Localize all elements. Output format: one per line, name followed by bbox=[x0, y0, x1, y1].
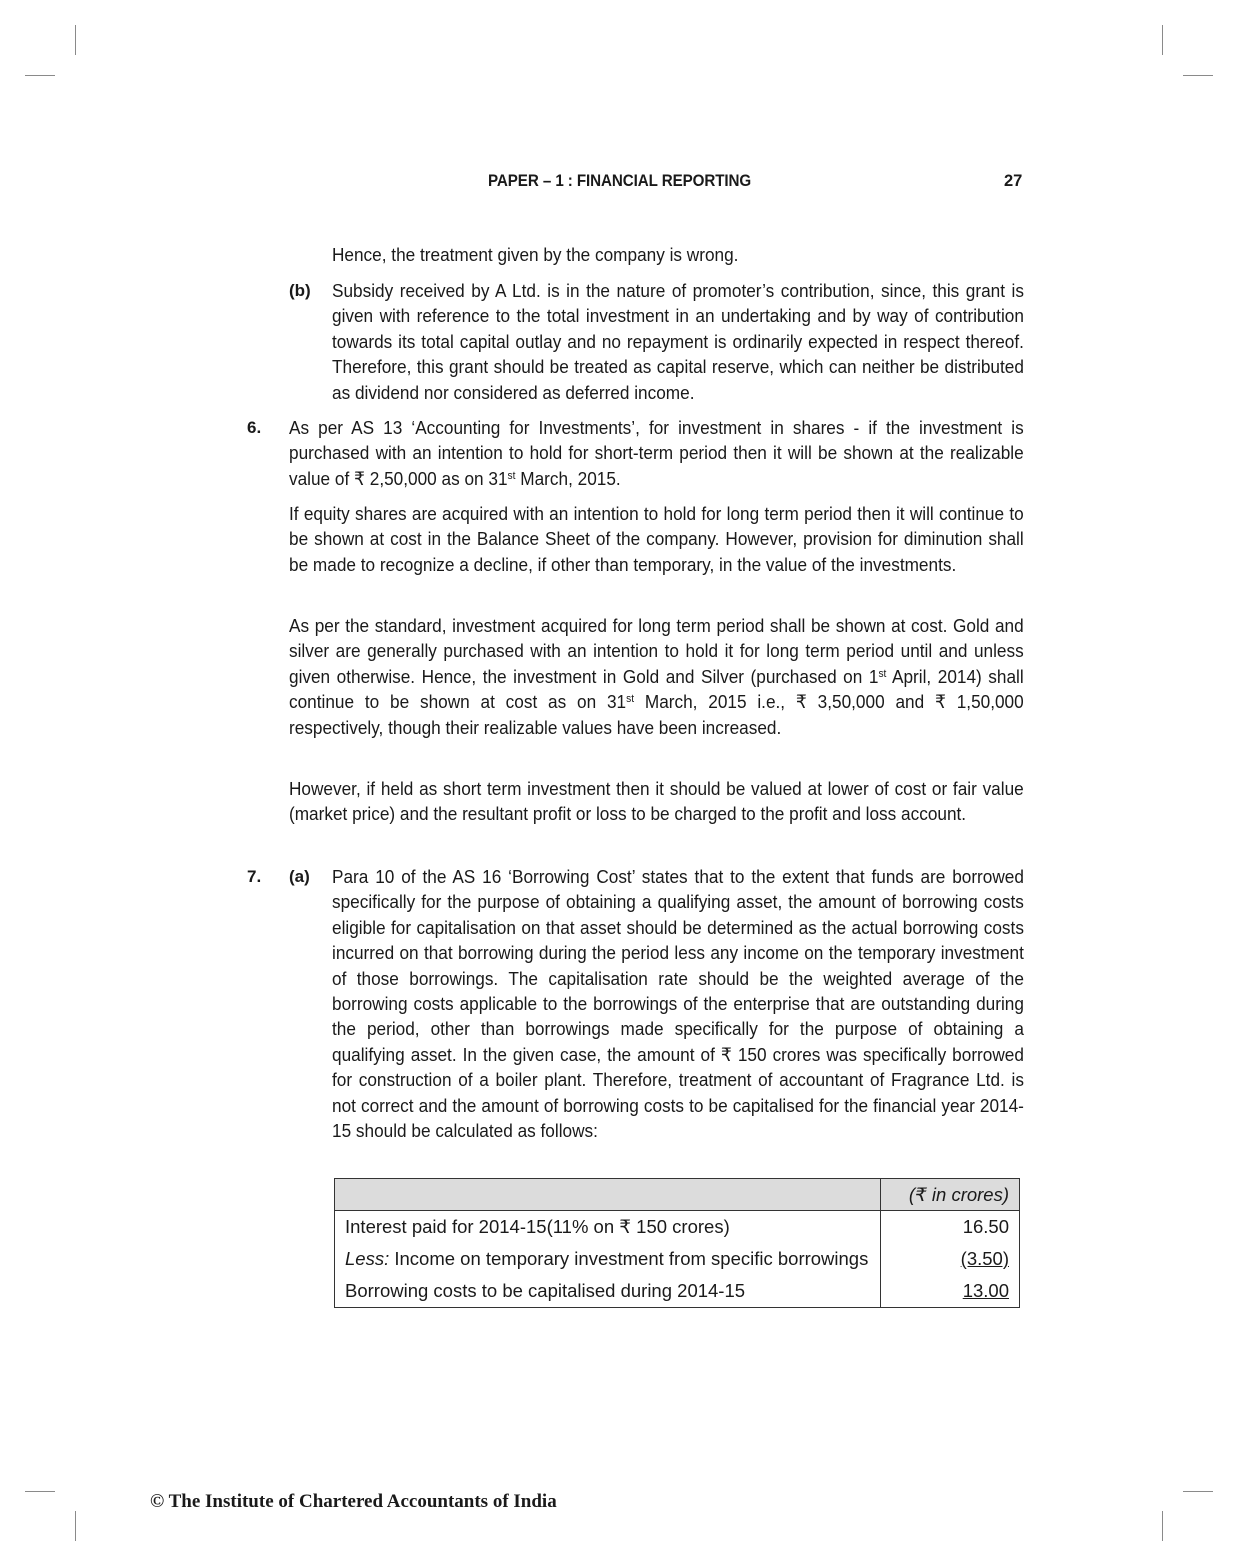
row-label: Interest paid for 2014-15(11% on ₹ 150 crores) bbox=[335, 1211, 881, 1244]
table-row bbox=[335, 1243, 1020, 1275]
page-header-title: PAPER – 1 : FINANCIAL REPORTING bbox=[488, 172, 752, 190]
crop-mark bbox=[1162, 1511, 1163, 1541]
paragraph-6-3: As per the standard, investment acquired for long term period shall be shown at cost. Gold and silver are generally purchased with an intention to hold it for long term period until and unless given otherwise. Hence, the investment in Gold and Silver (purchased on 1st April, 2014) shall continue to be shown at cost as on 31st March, 2015 i.e., ₹ 3,50,000 and ₹ 1,50,000 respectively, though their realizable values have been increased. bbox=[289, 615, 1024, 738]
row-value: (3.50) bbox=[881, 1243, 1020, 1275]
question-number-6: 6. bbox=[247, 418, 262, 437]
paragraph-6-4: However, if held as short term investment then it should be valued at lower of cost or fair value (market price) and the resultant profit or loss to be charged to the profit and loss account. bbox=[289, 778, 1024, 825]
row-label: Borrowing costs to be capitalised during 2014-15 bbox=[335, 1275, 881, 1308]
table-unit-header: (₹ in crores) bbox=[881, 1179, 1020, 1211]
paragraph-6-1: As per AS 13 ‘Accounting for Investments’, for investment in shares - if the investment is purchased with an intention to hold for short-term period then it will be shown at the realizable value of ₹ 2,50,000 as on 31st March, 2015. bbox=[289, 417, 1024, 489]
table-header-cell bbox=[335, 1179, 881, 1211]
intro-line: Hence, the treatment given by the company is wrong. bbox=[332, 244, 739, 265]
item-label-a: (a) bbox=[289, 867, 310, 886]
question-number-7: 7. bbox=[247, 867, 262, 886]
crop-mark bbox=[25, 75, 55, 76]
crop-mark bbox=[75, 1511, 76, 1541]
table-header-row bbox=[335, 1179, 1020, 1211]
row-value: 16.50 bbox=[881, 1211, 1020, 1244]
row-label-prefix: Less: bbox=[345, 1248, 390, 1269]
crop-mark bbox=[25, 1491, 55, 1492]
page-number: 27 bbox=[1004, 172, 1023, 190]
paragraph-5b: Subsidy received by A Ltd. is in the nature of promoter’s contribution, since, this grant is given with reference to the total investment in an undertaking and by way of contribution towards its total capital outlay and no repayment is ordinarily expected in respect thereof. Therefore, this grant should be treated as capital reserve, which can neither be distributed as dividend nor considered as deferred income. bbox=[332, 280, 1024, 403]
copyright-footer: © The Institute of Chartered Accountants of India bbox=[150, 1491, 557, 1512]
paragraph-7a: Para 10 of the AS 16 ‘Borrowing Cost’ states that to the extent that funds are borrowed specifically for the purpose of obtaining a qualifying asset, the amount of borrowing costs eligible for capitalisation on that asset should be determined as the actual borrowing costs incurred on that borrowing during the period less any income on the temporary investment of those borrowings. The capitalisation rate should be the weighted average of the borrowing costs applicable to the borrowings of the enterprise that are outstanding during the period, other than borrowings made specifically for the purpose of obtaining a qualifying asset. In the given case, the amount of ₹ 150 crores was specifically borrowed for construction of a boiler plant. Therefore, treatment of accountant of Fragrance Ltd. is not correct and the amount of borrowing costs to be capitalised for the financial year 2014-15 should be calculated as follows: bbox=[332, 866, 1024, 1142]
crop-mark bbox=[75, 25, 76, 55]
table-row bbox=[335, 1275, 1020, 1308]
borrowing-cost-table bbox=[334, 1178, 1020, 1308]
item-label-b: (b) bbox=[289, 281, 311, 300]
table-row bbox=[335, 1211, 1020, 1244]
crop-mark bbox=[1162, 25, 1163, 55]
paragraph-6-2: If equity shares are acquired with an intention to hold for long term period then it will continue to be shown at cost in the Balance Sheet of the company. However, provision for diminution shall be made to recognize a decline, if other than temporary, in the value of the investments. bbox=[289, 503, 1024, 575]
crop-mark bbox=[1183, 1491, 1213, 1492]
row-label: Less: Income on temporary investment from specific borrowings bbox=[335, 1243, 881, 1275]
row-value: 13.00 bbox=[881, 1275, 1020, 1308]
crop-mark bbox=[1183, 75, 1213, 76]
